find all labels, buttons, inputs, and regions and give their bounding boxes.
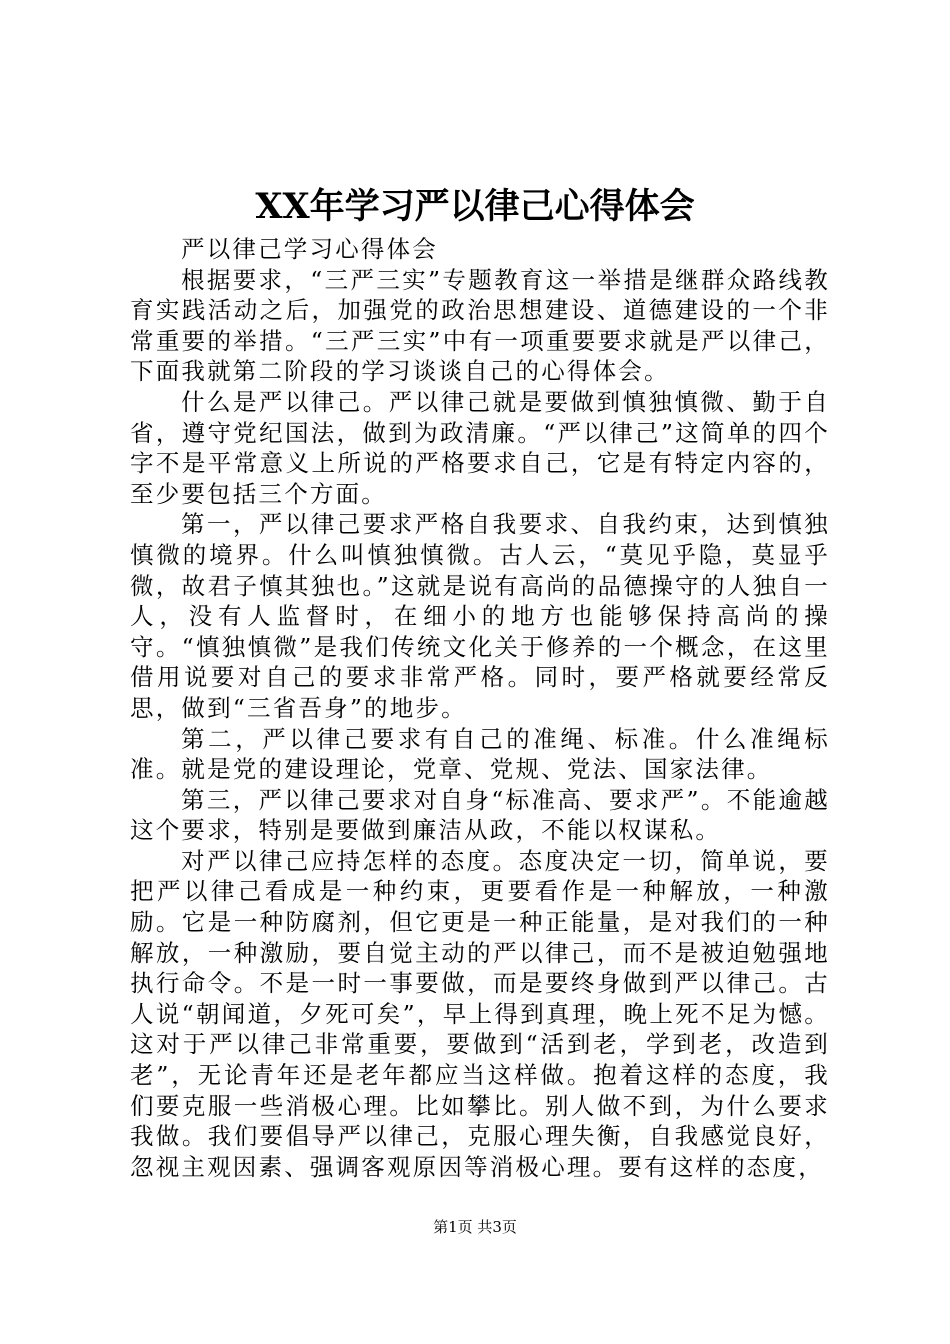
- document-body: [130, 234, 830, 1182]
- paragraph: 第二，严以律己要求有自己的准绳、标准。什么准绳标准。就是党的建设理论，党章、党规、党法、国家法律。: [130, 724, 830, 784]
- page-footer: 第1页 共3页: [433, 1218, 517, 1236]
- paragraph: 根据要求，“三严三实”专题教育这一举措是继群众路线教育实践活动之后，加强党的政治思想建设、道德建设的一个非常重要的举措。“三严三实”中有一项重要要求就是严以律己，下面我就第二阶段的学习谈谈自己的心得体会。: [130, 265, 830, 386]
- paragraph: 第一，严以律己要求严格自我要求、自我约束，达到慎独慎微的境界。什么叫慎独慎微。古人云，“莫见乎隐，莫显乎微，故君子慎其独也。”这就是说有高尚的品德操守的人独自一人，没有人监督时，在细小的地方也能够保持高尚的操守。“慎独慎微”是我们传统文化关于修养的一个概念，在这里借用说要对自己的要求非常严格。同时，要严格就要经常反思，做到“三省吾身”的地步。: [130, 510, 830, 722]
- document-title: XX年学习严以律己心得体会: [255, 186, 695, 227]
- paragraph: 第三，严以律己要求对自身“标准高、要求严”。不能逾越这个要求，特别是要做到廉洁从政，不能以权谋私。: [130, 785, 830, 845]
- paragraph: 什么是严以律己。严以律己就是要做到慎独慎微、勤于自省，遵守党纪国法，做到为政清廉。“严以律己”这简单的四个字不是平常意义上所说的严格要求自己，它是有特定内容的，至少要包括三个方面。: [130, 387, 830, 508]
- paragraph: 对严以律己应持怎样的态度。态度决定一切，简单说，要把严以律己看成是一种约束，更要看作是一种解放，一种激励。它是一种防腐剂，但它更是一种正能量，是对我们的一种解放，一种激励，要自觉主动的严以律己，而不是被迫勉强地执行命令。不是一时一事要做，而是要终身做到严以律己。古人说“朝闻道，夕死可矣”，早上得到真理，晚上死不足为憾。这对于严以律己非常重要，要做到“活到老，学到老，改造到老”，无论青年还是老年都应当这样做。抱着这样的态度，我们要克服一些消极心理。比如攀比。别人做不到，为什么要求我做。我们要倡导严以律己，克服心理失衡，自我感觉良好，忽视主观因素、强调客观原因等消极心理。要有这样的态度，: [130, 846, 830, 1181]
- paragraph-subtitle: 严以律己学习心得体会: [181, 235, 438, 263]
